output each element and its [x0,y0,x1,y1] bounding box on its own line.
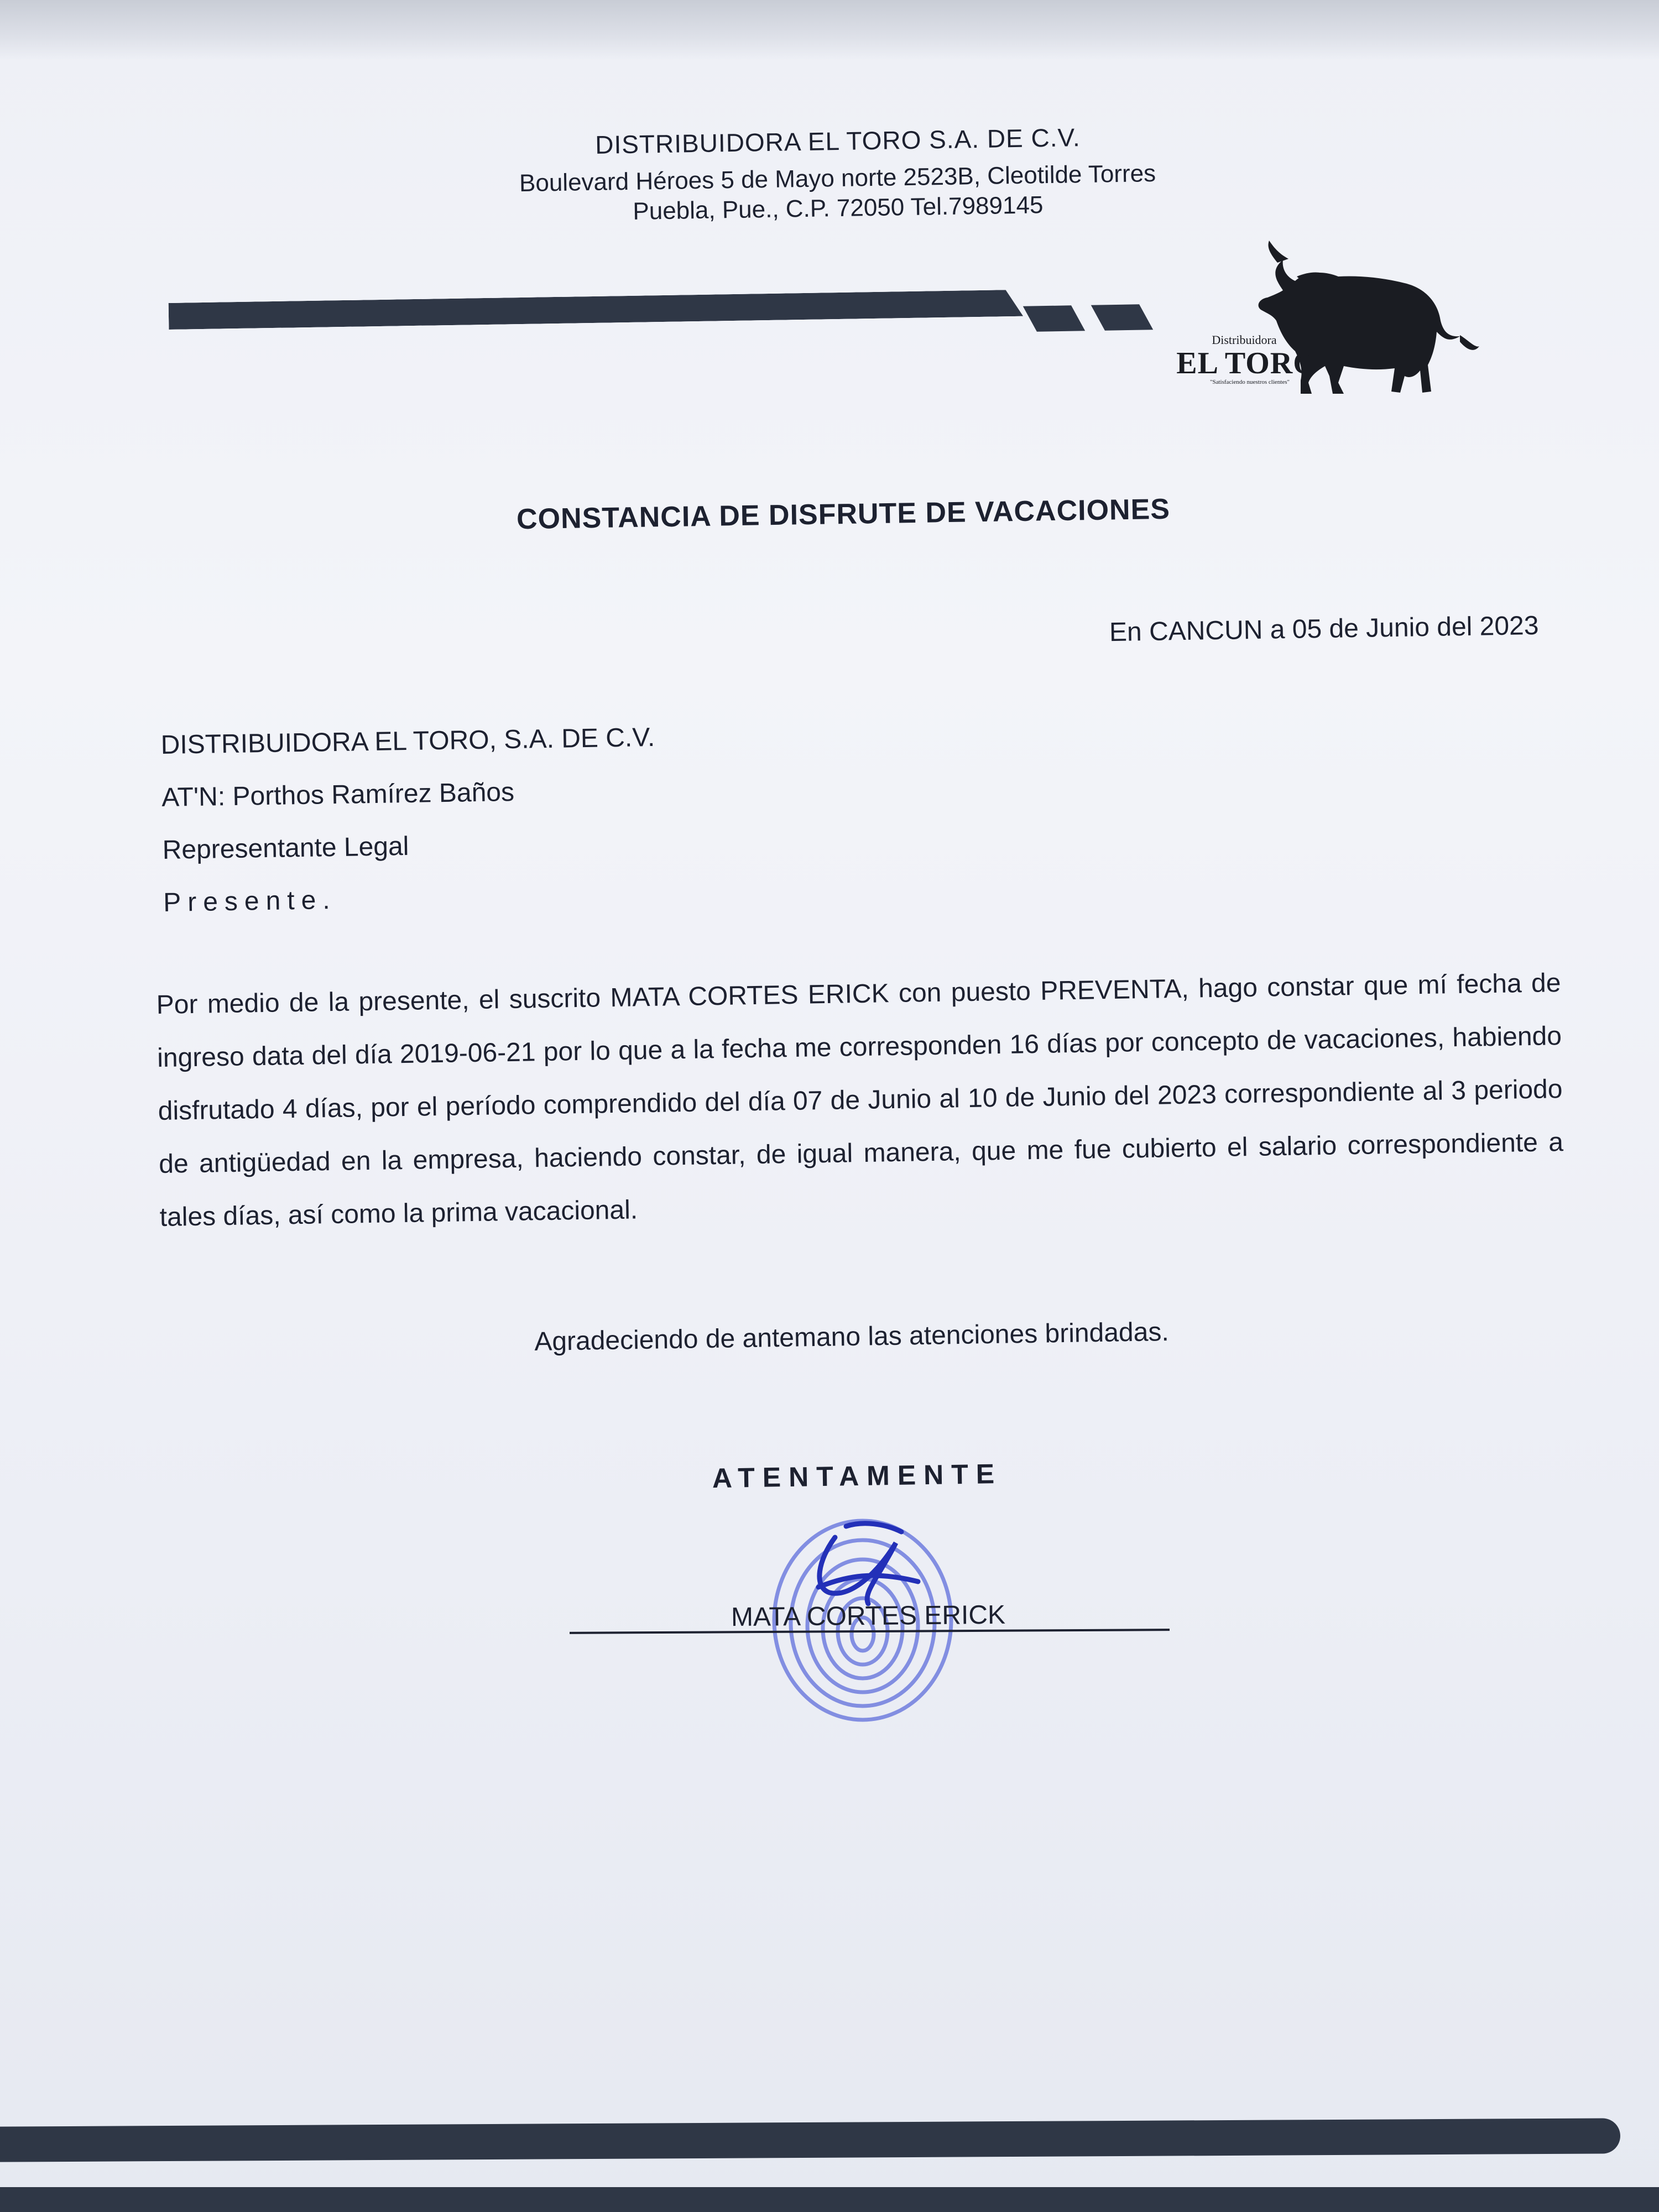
addressee-presente: Presente. [163,885,337,917]
letterhead-company-name: DISTRIBUIDORA EL TORO S.A. DE C.V. [594,123,1081,159]
logo-small-label: Distribuidora [1212,333,1277,347]
page-edge-shadow [0,0,1659,61]
addressee-attn: AT'N: Porthos Ramírez Baños [161,777,515,812]
header-divider-bar [169,290,1024,330]
sign-off: ATENTAMENTE [712,1458,1003,1494]
signer-name: MATA CORTES ERICK [731,1600,1006,1632]
address-line-2: Puebla, Pue., C.P. 72050 Tel.7989145 [633,191,1044,225]
addressee-company: DISTRIBUIDORA EL TORO, S.A. DE C.V. [160,722,655,760]
header-divider-dash [1023,305,1085,331]
document-title: CONSTANCIA DE DISFRUTE DE VACACIONES [516,493,1171,536]
logo-brand: EL TORO [1176,346,1318,380]
body-paragraph: Por medio de la presente, el suscrito MATA CORTES ERICK con puesto PREVENTA, hago constar que mí fecha de ingreso data del día 2019-06-21 por lo que a la fecha me corresponden 16 días por concepto de vacaciones, habiendo disfrutado 4 días, por el período comprendido del día 07 de Junio al 10 de Junio del 2023 correspondiente al 3 periodo de antigüedad en la empresa, haciendo constar, de igual manera, que me fue cubierto el salario correspondiente a tales días, así como la prima vacacional. [156,968,1564,1232]
closing-line: Agradeciendo de antemano las atenciones brindadas. [534,1317,1170,1357]
company-logo [1172,238,1482,398]
addressee-block [160,711,658,929]
footer-bar [0,2118,1620,2162]
footer-bar [0,2187,1659,2212]
addressee-role: Representante Legal [162,831,409,865]
date-line: En CANCUN a 05 de Junio del 2023 [1109,611,1539,648]
logo-tagline: "Satisfaciendo nuestros clientes" [1210,379,1290,385]
header-divider-dash [1091,304,1153,330]
address-line-1: Boulevard Héroes 5 de Mayo norte 2523B, Cleotilde Torres [519,159,1156,197]
